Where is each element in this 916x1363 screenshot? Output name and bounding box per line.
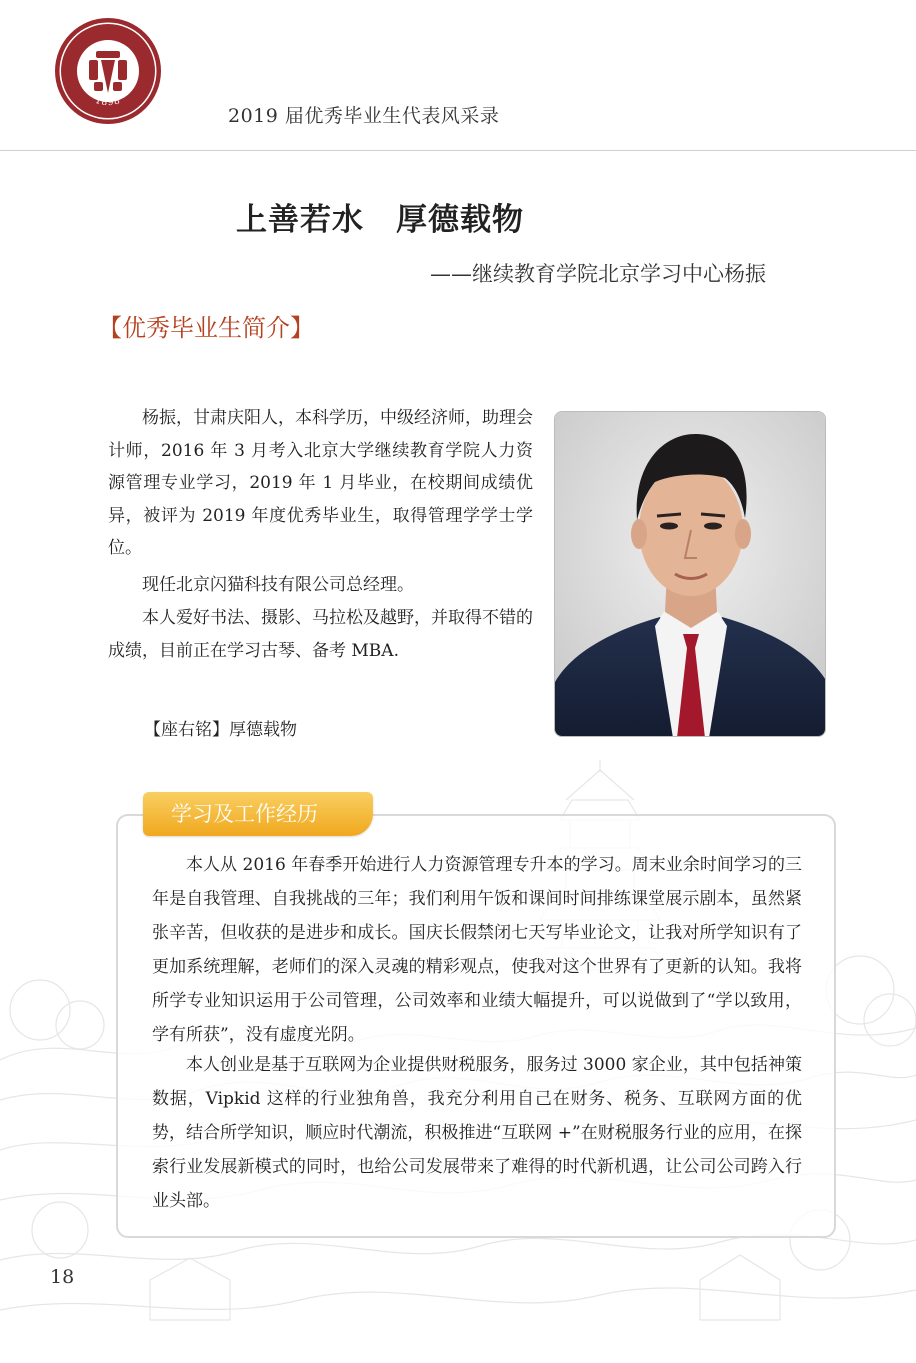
university-logo: [52, 15, 164, 127]
seal-year: 1898: [93, 95, 123, 109]
intro-paragraph: 本人爱好书法、摄影、马拉松及越野，并取得不错的成绩，目前正在学习古琴、备考 MBA.: [108, 608, 533, 661]
experience-paragraph: 本人创业是基于互联网为企业提供财税服务，服务过 3000 家企业，其中包括神策数据，Vipkid 这样的行业独角兽，我充分利用自己在财务、税务、互联网方面的优势，结合所学知识，顺应时代潮流，积极推进“互联网 +”在财税服务行业的应用，在探索行业发展新模式的同时，也给公司发展带来了难得的时代新机遇，让公司公司跨入行业头部。: [152, 1055, 802, 1212]
header-divider: [0, 150, 916, 151]
peking-university-seal-icon: [52, 15, 164, 127]
intro-paragraph: 现任北京闪猫科技有限公司总经理。: [142, 575, 414, 595]
article-subtitle: ——继续教育学院北京学习中心杨振: [430, 262, 766, 286]
intro-paragraph: 杨振，甘肃庆阳人，本科学历，中级经济师，助理会计师，2016 年 3 月考入北京大学继续教育学院人力资源管理专业学习，2019 年 1 月毕业，在校期间成绩优异，被评为 2019 年度优秀毕业生，取得管理学学士学位。: [108, 408, 533, 558]
section-heading: 【优秀毕业生简介】: [98, 314, 314, 342]
experience-paragraph: 本人从 2016 年春季开始进行人力资源管理专升本的学习。周末业余时间学习的三年是自我管理、自我挑战的三年；我们利用午饭和课间时间排练课堂展示剧本，虽然紧张辛苦，但收获的是进步和成长。国庆长假禁闭七天写毕业论文，让我对所学知识有了更加系统理解，老师们的深入灵魂的精彩观点，使我对这个世界有了更新的认知。我将所学专业知识运用于公司管理，公司效率和业绩大幅提升，可以说做到了“学以致用，学有所获”，没有虚度光阴。: [152, 855, 802, 1046]
portrait-photo-icon: [555, 412, 826, 737]
portrait-photo: [554, 411, 826, 737]
experience-heading: 学习及工作经历: [143, 792, 373, 836]
seal-text: [52, 15, 164, 18]
article-title: 上善若水 厚德载物: [236, 202, 524, 238]
page-number: 18: [50, 1266, 75, 1288]
motto: 【座右铭】厚德载物: [144, 720, 297, 740]
header-title: 2019 届优秀毕业生代表风采录: [228, 105, 500, 127]
